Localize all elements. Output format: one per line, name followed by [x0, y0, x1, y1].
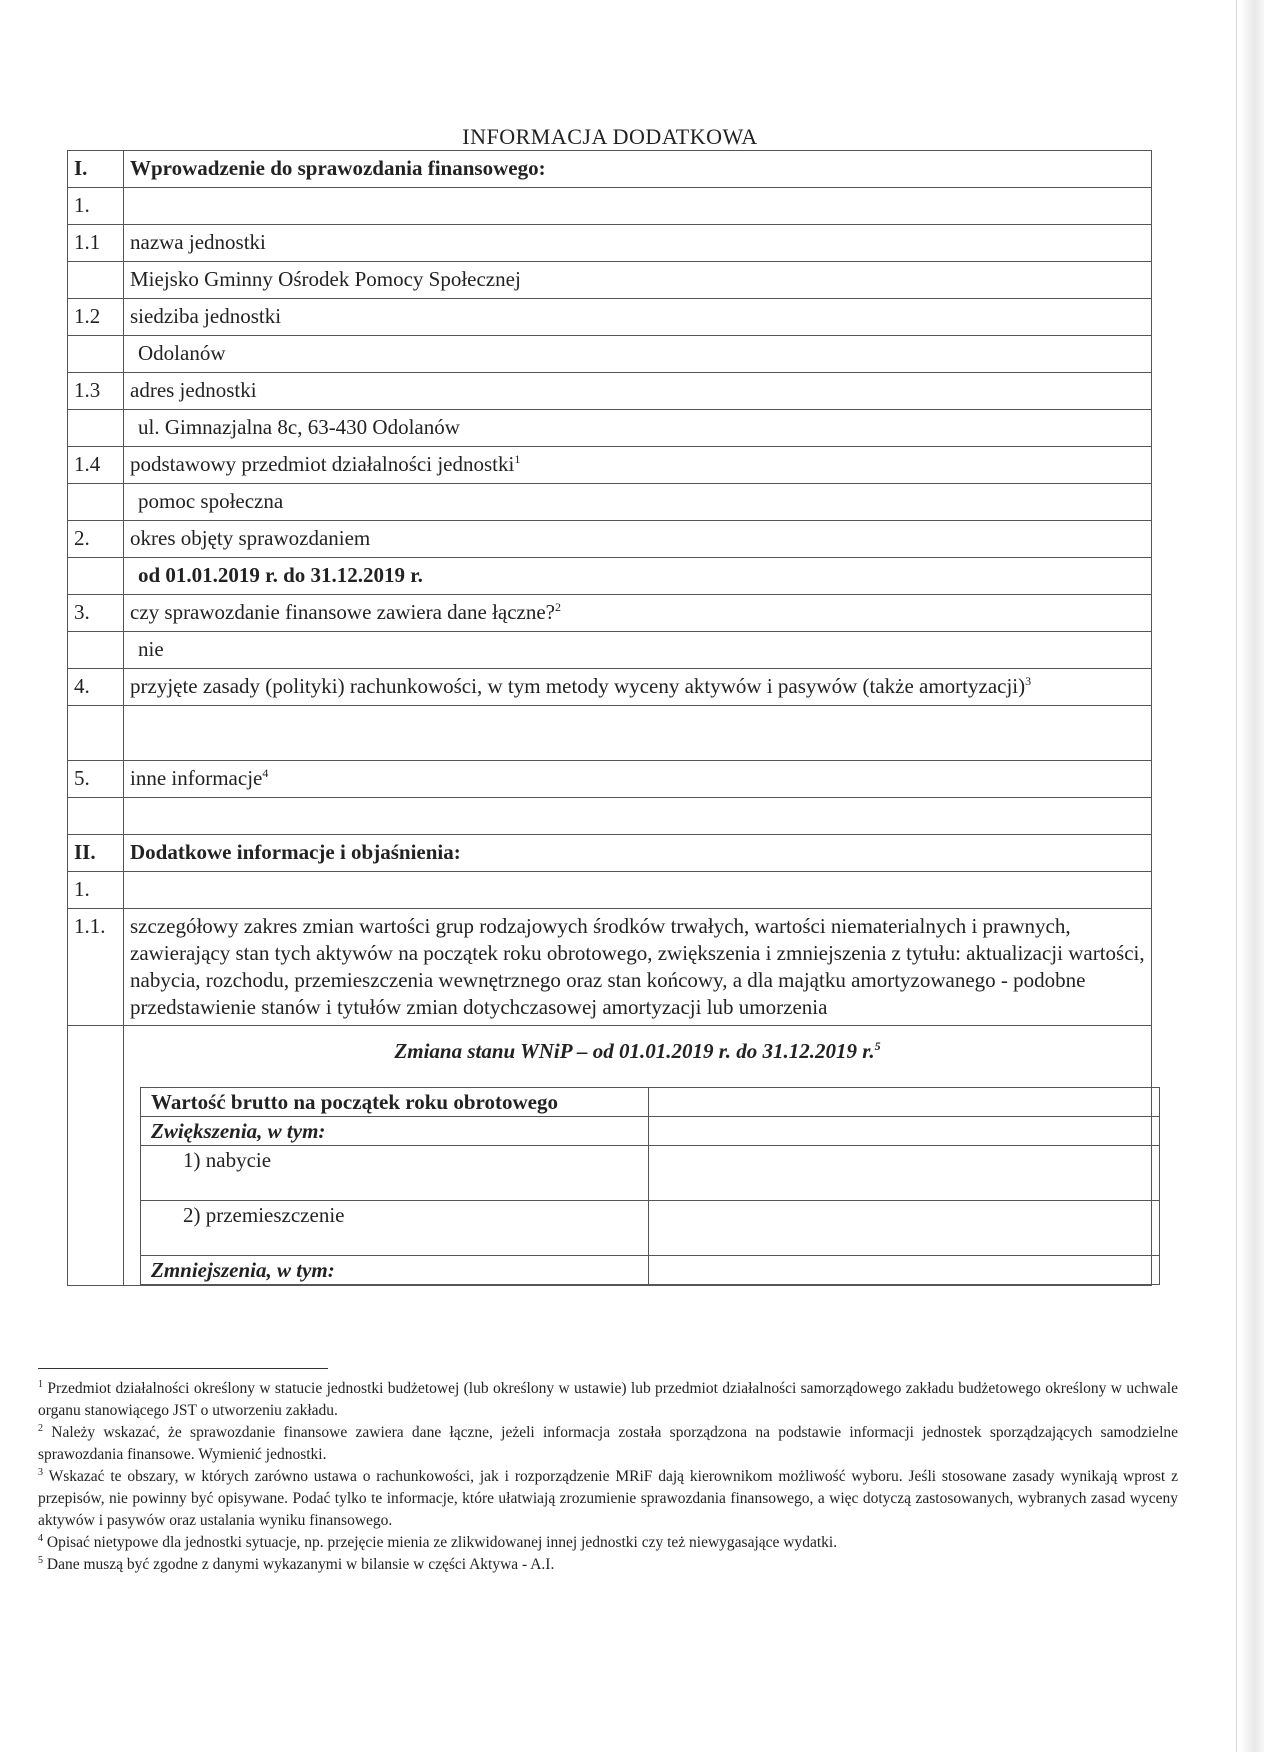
unit-name-value: Miejsko Gminny Ośrodek Pomocy Społecznej: [124, 262, 1152, 299]
footnote-mark: 1: [38, 1378, 43, 1390]
row-number: [68, 558, 124, 595]
footnote: [38, 1422, 1178, 1466]
row-number: [68, 484, 124, 521]
row-text: siedziba jednostki: [124, 299, 1152, 336]
table-row: [68, 336, 1152, 373]
footnote-ref: 1: [514, 452, 521, 466]
row-text: [124, 669, 1152, 706]
footnote-text: Przedmiot działalności określony w statucie jednostki budżetowej (lub określony w ustawie) lub przedmiot działalności samorządowego zakładu budżetowego określony w uchwale organu stanowiącego JST o utworzeniu zakładu.: [38, 1380, 1178, 1419]
scan-line: [1236, 0, 1237, 1752]
row-number: 4.: [68, 669, 124, 706]
wnip-label: Wartość brutto na początek roku obrotowego: [141, 1088, 649, 1117]
wnip-label: Zwiększenia, w tym:: [141, 1117, 649, 1146]
detail-description: szczegółowy zakres zmian wartości grup rodzajowych środków trwałych, wartości niematerialnych i prawnych, zawierający stan tych aktywów na początek roku obrotowego, zwiększenia i zmniejszenia z tytułu: aktualizacji wartości, nabycia, rozchodu, przemieszczenia wewnętrznego oraz stan końcowy, a dla majątku amortyzowanego - podobne przedstawienie stanów i tytułów zmian dotychczasowej amortyzacji lub umorzenia: [124, 909, 1152, 1026]
table-row: [68, 521, 1152, 558]
row-text-label: przyjęte zasady (polityki) rachunkowości, w tym metody wyceny aktywów i pasywów (także amortyzacji): [130, 674, 1026, 698]
wnip-value: [649, 1201, 1160, 1256]
row-number: 5.: [68, 761, 124, 798]
wnip-label: 1) nabycie: [141, 1146, 649, 1201]
scan-edge: [1240, 0, 1264, 1752]
footnote-mark: 3: [38, 1466, 43, 1478]
row-number: 1.2: [68, 299, 124, 336]
footnote-text: Dane muszą być zgodne z danymi wykazanymi w bilansie w części Aktywa - A.I.: [46, 1556, 555, 1573]
wnip-caption: [130, 1038, 1145, 1065]
row-number: [68, 1026, 124, 1286]
table-row: [68, 798, 1152, 835]
wnip-row: [141, 1088, 1160, 1117]
row-number: [68, 410, 124, 447]
table-row: [68, 1026, 1152, 1286]
table-row: [68, 447, 1152, 484]
footnote-mark: 2: [38, 1422, 43, 1434]
footnote-text: Należy wskazać, że sprawozdanie finansowe zawiera dane łączne, jeżeli informacja została sporządzona na podstawie informacji jednostek sporządzających samodzielne sprawozdania finansowe. Wymienić jednostki.: [38, 1424, 1179, 1463]
wnip-table: [140, 1087, 1160, 1285]
activity-value: pomoc społeczna: [124, 484, 1152, 521]
row-number: 2.: [68, 521, 124, 558]
wnip-row: [141, 1146, 1160, 1201]
wnip-row: [141, 1117, 1160, 1146]
row-number: [68, 632, 124, 669]
wnip-row: [141, 1201, 1160, 1256]
section-2-header: [68, 835, 1152, 872]
footnote-separator: [38, 1368, 328, 1369]
table-row: [68, 373, 1152, 410]
row-number: [68, 798, 124, 835]
section-number: I.: [68, 151, 124, 188]
row-number: [68, 336, 124, 373]
table-row: [68, 632, 1152, 669]
footnote-ref: 3: [1025, 674, 1032, 688]
info-table: [67, 150, 1152, 1286]
table-row: [68, 595, 1152, 632]
footnote-ref: 2: [555, 600, 562, 614]
period-value: od 01.01.2019 r. do 31.12.2019 r.: [124, 558, 1152, 595]
row-text-label: inne informacje: [130, 766, 263, 790]
row-text: [124, 872, 1152, 909]
wnip-row: [141, 1256, 1160, 1285]
combined-data-value: nie: [124, 632, 1152, 669]
table-row: [68, 262, 1152, 299]
footnote-text: Wskazać te obszary, w których zarówno ustawa o rachunkowości, jak i rozporządzenie MRiF dają kierownikom możliwość wyboru. Jeśli stosowane zasady wynikają wprost z przepisów, nie powinny być opisywane. Podać tylko te informacje, które ułatwiają zrozumienie sprawozdania finansowego, a więc dotyczą zastosowanych, wybranych zasad wyceny aktywów i pasywów oraz ustalania wyniku finansowego.: [38, 1468, 1178, 1529]
wnip-value: [649, 1088, 1160, 1117]
row-text-label: czy sprawozdanie finansowe zawiera dane łączne?: [130, 600, 556, 624]
row-number: 1.: [68, 188, 124, 225]
footnote-mark: 4: [38, 1532, 43, 1544]
table-row: [68, 558, 1152, 595]
table-row: [68, 225, 1152, 262]
row-number: [68, 262, 124, 299]
footnote-ref: 5: [874, 1039, 881, 1053]
footnote-mark: 5: [38, 1554, 43, 1566]
table-row: [68, 761, 1152, 798]
footnote: [38, 1532, 1178, 1554]
wnip-change-area: [124, 1026, 1152, 1286]
row-number: 1.1.: [68, 909, 124, 1026]
row-text-label: podstawowy przedmiot działalności jednostki: [130, 452, 515, 476]
row-text: [124, 188, 1152, 225]
row-text: [124, 761, 1152, 798]
document-title: INFORMACJA DODATKOWA: [462, 124, 758, 149]
wnip-value: [649, 1117, 1160, 1146]
footnotes: [38, 1378, 1178, 1576]
row-text: okres objęty sprawozdaniem: [124, 521, 1152, 558]
row-text: [124, 447, 1152, 484]
table-row: [68, 872, 1152, 909]
wnip-caption-text: Zmiana stanu WNiP – od 01.01.2019 r. do 31.12.2019 r.: [394, 1039, 875, 1063]
row-number: 1.4: [68, 447, 124, 484]
row-text: [124, 798, 1152, 835]
section-1-header: [68, 151, 1152, 188]
section-heading: Wprowadzenie do sprawozdania finansowego:: [124, 151, 1152, 188]
row-number: [68, 706, 124, 761]
row-number: 3.: [68, 595, 124, 632]
wnip-label: 2) przemieszczenie: [141, 1201, 649, 1256]
footnote: [38, 1378, 1178, 1422]
address-value: ul. Gimnazjalna 8c, 63-430 Odolanów: [124, 410, 1152, 447]
footnote-ref: 4: [262, 766, 269, 780]
table-row: [68, 299, 1152, 336]
section-heading: Dodatkowe informacje i objaśnienia:: [124, 835, 1152, 872]
table-row: [68, 484, 1152, 521]
wnip-value: [649, 1146, 1160, 1201]
row-number: 1.3: [68, 373, 124, 410]
row-number: 1.1: [68, 225, 124, 262]
seat-value: Odolanów: [124, 336, 1152, 373]
row-text: [124, 706, 1152, 761]
row-number: 1.: [68, 872, 124, 909]
row-text: nazwa jednostki: [124, 225, 1152, 262]
row-text: adres jednostki: [124, 373, 1152, 410]
table-row: [68, 410, 1152, 447]
table-row: [68, 669, 1152, 706]
row-text: [124, 595, 1152, 632]
footnote-text: Opisać nietypowe dla jednostki sytuacje, np. przejęcie mienia ze zlikwidowanej innej jednostki czy też niewygasające wydatki.: [46, 1534, 838, 1551]
wnip-value: [649, 1256, 1160, 1285]
table-row: [68, 909, 1152, 1026]
wnip-label: Zmniejszenia, w tym:: [141, 1256, 649, 1285]
footnote: [38, 1554, 1178, 1576]
table-row: [68, 188, 1152, 225]
section-number: II.: [68, 835, 124, 872]
footnote: [38, 1466, 1178, 1532]
table-row: [68, 706, 1152, 761]
